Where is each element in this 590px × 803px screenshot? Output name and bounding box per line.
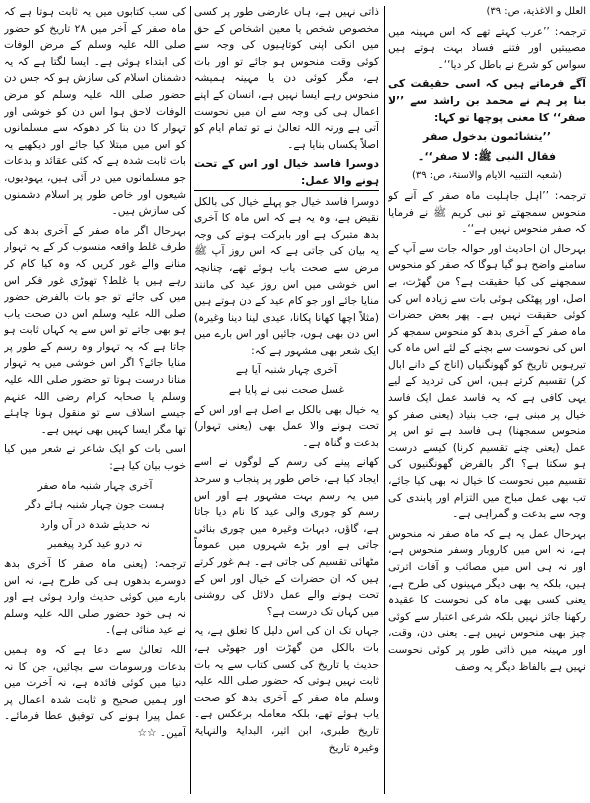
column-left xyxy=(4,4,186,796)
text-block: اسی بات کو ایک شاعر نے شعر میں کیا خوب بیان کیا ہے: xyxy=(4,443,186,473)
column-middle xyxy=(194,4,379,796)
text-block: کھانے پینے کی رسم کے لوگوں نے اسے ایجاد کیا ہے، خاص طور پر پنجاب و سرحد میں یہ رسم بہت مشہور ہے اور اس رسم کو چوری والی عید کا نام دیا جاتا ہے، گاؤں، دیہات وغیرہ میں چوری بنائی جاتی ہے اور بڑے شہروں میں عموماً مٹھائی تقسیم کی جاتی ہے۔ ہم غور کرتے ہیں کہ ان حضرات کے خیال اور اس کے تحت ہونے والے عمل دلائل کی روشنی میں کہاں تک درست ہے؟ xyxy=(194,456,379,618)
text-block: ترجمہ: ’’عرب کہتے تھے کہ اس مہینہ میں مصیبتیں اور فتنے فساد بہت ہوتے ہیں سواس کو شرع نے باطل کر دیا‘‘۔ xyxy=(388,25,586,71)
text-block: فقال النبی ﷺ: لا صفر‘‘۔ xyxy=(417,149,557,163)
text-block: آگے فرماتے ہیں کہ اسی حقیقت کی بنا پر ہم نے محمد بن راشد سے ’’لا صفر‘‘ کا معنی پوچھا تو کہا: xyxy=(388,77,586,124)
text-block: ’’یتشائمون بدخول صفر xyxy=(423,130,551,144)
text-block: جہاں تک ان کی اس دلیل کا تعلق ہے، یہ بات بالکل من گھڑت اور جھوٹی ہے، حدیث یا تاریخ کی کسی کتاب سے یہ بات ثابت نہیں ہوتی کہ حضور صلی اللہ علیہ وسلم ماہ صفر کے آخری بدھ کو صحت یاب ہوئے تھے، بلکہ معاملہ برعکس ہے۔ تاریخ طبری، ابن اثیر، البدایۃ والنہایۃ وغیرہ تاریخ xyxy=(194,625,379,754)
text-block: آخری چہار شنبہ آیا ہے xyxy=(235,364,338,377)
text-block: ترجمہ: (یعنی ماہ صفر کا آخری بدھ دوسرے بدھوں ہی کی طرح ہے، نہ اس بارے میں کوئی حدیث وارد ہوئی ہے اور نہ ہی خود حضور صلی اللہ علیہ وسلم نے عید منائی ہے)۔ xyxy=(4,558,186,637)
text-block: یہ خیال بھی بالکل بے اصل ہے اور اس کے تحت ہونے والا عمل بھی (یعنی تہوار) بدعت و گناہ ہے۔ xyxy=(194,403,379,449)
text-block: ہست جون چہار شنبہ ہائے دگر xyxy=(25,499,165,512)
column-right xyxy=(388,4,586,796)
text-block: بہرحال ان احادیث اور حوالہ جات سے آپ کے سامنے واضح ہو گیا ہوگا کہ صفر کو منحوس سمجھنے کی کیا حقیقت ہے؟ من گھڑت، بے اصل، اور پھٹکی ہوئی بات سے زیادہ اس کی کوئی حقیقت نہیں ہے۔ پھر بعض حضرات ماہ صفر کے آخری بدھ کو منحوس سمجھ کر اس کی نحوست سے بچنے کے لئے اس ماہ کی تیرہویں تاریخ کو گھونگنیاں (اناج کے دانے ابال کر) تقسیم کرتے ہیں، اس کی تردید کے لیے یہی کافی ہے کہ یہ فاسد عمل ایک فاسد خیال پر مبنی ہے، جب بنیاد (یعنی صفر کو منحوس سمجھنا) ہی فاسد ہے تو اس پر عمل (یعنی چنے تقسیم کرنا) کیسے درست ہو سکتا ہے؟ اگر بالفرض گھونگنیوں کی تقسیم میں نحوست کا خیال نہ بھی کیا جائے، تب بھی عمل مباح میں التزام اور پابندی کی وجہ سے بدعت و گمراہی ہے۔ xyxy=(388,242,586,521)
text-block: دوسرا فاسد خیال اور اس کے تحت ہونے والا عمل: xyxy=(194,156,379,190)
column-divider xyxy=(190,6,191,794)
text-block: ترجمہ: ’’اہل جاہلیت ماہ صفر کے آنے کو منحوس سمجھتے تو نبی کریم ﷺ نے فرمایا کہ صفر منحوس نہیں ہے‘‘۔ xyxy=(388,189,586,236)
text-block: غسل صحت نبی نے پایا ہے xyxy=(229,384,344,397)
text-block: ذاتی نہیں ہے، ہاں عارضی طور پر کسی مخصوص شخص یا معین اشخاص کے حق میں انکی اپنی کوتاہیوں کی وجہ سے کوئی وقت منحوس ہو جائے تو اور بات ہے، مگر کوئی دن یا مہینہ ہمیشہ منحوس رہے ایسا نہیں ہے، انسان کے اپنے اعمال ہی کی وجہ سے ان میں نحوست آتی ہے ورنہ اللہ تعالیٰ نے تو تمام ایام کو اصلاً یکساں بنایا ہے۔ xyxy=(194,6,379,151)
text-block: دوسرا فاسد خیال جو پہلے خیال کی بالکل نقیض ہے، وہ یہ ہے کہ اس ماہ کا آخری بدھ متبرک ہے اور بابرکت ہونے کی وجہ یہ بیان کی جاتی ہے کہ اس روز آپ ﷺ مرض سے صحت یاب ہوئے تھے، چنانچہ اس خوشی میں اس روز عید کی مانند منایا جائے اور جو کام عید کے دن ہوتے ہیں (مثلاً اچھا کھانا پکانا، عیدی لینا دینا وغیرہ) اس دن بھی ہوں، جائیں اور اس بارے میں ایک شعر بھی مشہور ہے کہ: xyxy=(194,195,379,357)
text-block: بہرحال اگر ماہ صفر کے آخری بدھ کی طرف غلط واقعہ منسوب کر کے یہ تہوار منانے والے غور کریں کہ وہ کیا کام کر رہے ہیں یا غلط؟ تھوڑی غور فکر اس میں کی جائے تو جو بات بالفرض حضور صلی اللہ علیہ وسلم اس دن صحت یاب ہو بھی جاتے تو اس سے یہ کہاں ثابت ہو جاتا ہے کہ یہ تہوار وہ رسم کے طور پر منایا جائے؟ اگر اس خوشی میں یہ تہوار منانا درست ہوتا تو حضور صلی اللہ علیہ وسلم یا صحابہ کرام رضی اللہ عنہم جیسے اسلاف سے تو منقول ہونا چاہئے تھا مگر ایسا کہیں بھی نہیں ہے۔ xyxy=(4,224,186,436)
text-block: اللہ تعالیٰ سے دعا ہے کہ وہ ہمیں بدعات ورسومات سے بچائیں، جن کا نہ دنیا میں کوئی فائدہ ہے، نہ آخرت میں اور ہمیں صحیح و ثابت شدہ اعمال پر عمل پیرا ہونے کی توفیق عطا فرمائے۔ آمین۔ ☆☆ xyxy=(4,643,186,739)
column-divider xyxy=(384,6,385,794)
text-block: نہ درو عید کرد پیغمبر xyxy=(47,538,143,551)
text-block: نہ حدیثے شدہ در آں وارد xyxy=(40,518,150,531)
text-block: کی سب کتابوں میں یہ ثابت ہوتا ہے کہ ماہ صفر کے آخر میں ۲۸ تاریخ کو حضور صلی اللہ علیہ وسلم کے مرض الوفات کی ابتداء ہوئی ہے۔ ایسا لگتا ہے کہ یہ دشمنان اسلام کی سازش ہو کہ جس دن حضور صلی اللہ علیہ وسلم کو مرض الوفات لاحق ہوا اس دن کو خوشی اور تہوار کا دن بنا کر دھوکہ سے مسلمانوں کو اس میں مبتلا کیا جائے اور دیکھیے یہ بات ثابت شدہ ہے کہ کئی عقائد و بدعات جو مسلمانوں میں در آئی ہیں، یہودیوں، شیعوں اور خاص طور پر اسلام دشمنوں کی سازش ہیں۔ xyxy=(4,6,186,218)
text-block: (شعبہ التنبیہ الایام والاسنۃ، ص: ۳۹) xyxy=(411,170,563,182)
text-block: العلل و الاغذیة، ص: ۳۹) xyxy=(486,6,586,17)
text-block: آخری چہار شنبہ ماہ صفر xyxy=(37,479,153,492)
text-block: بہرحال عمل یہ ہے کہ ماہ صفر نہ منحوس ہے، نہ اس میں کاروبار وسفر منحوس ہے، اور نہ ہی اس میں مصائب و آفات اترتی ہیں، بلکہ یہ بھی دیگر مہینوں کی طرح ہے، یعنی کسی بھی ماہ کی نحوست کا عقیدہ رکھنا جائز نہیں بلکہ شرعی اعتبار سے کوئی چیز بھی منحوس نہیں ہے۔ یعنی دن، وقت، اور مہینہ میں ذاتی طور پر کوئی نحوست نہیں ہے بالفاظ دیگر یہ وصف xyxy=(388,527,586,673)
